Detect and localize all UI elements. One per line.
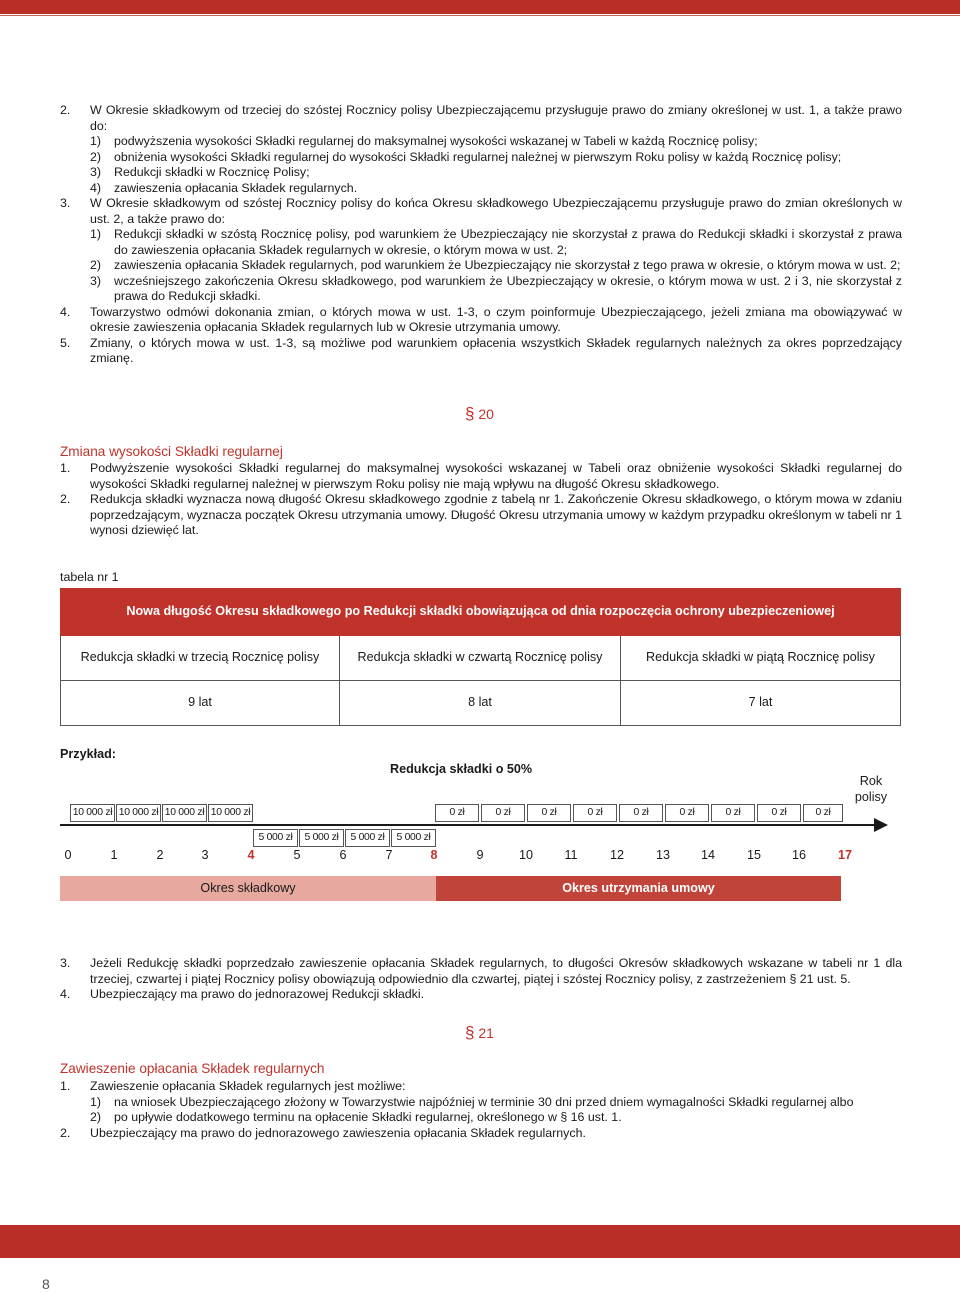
- list-item: [60, 987, 902, 1003]
- premium-box-half: 5 000 zł: [253, 829, 298, 847]
- year-tick-highlight: 8: [430, 848, 438, 862]
- year-tick: 16: [791, 848, 806, 862]
- item-text: Towarzystwo odmówi dokonania zmian, o których mowa w ust. 1-3, o czym poinformuje Ubezpieczającego, jeżeli zmiana ma obowiązywać w okresie zawieszenia opłacania Składek regularnych lub w Okresie utrzymania umowy.: [90, 304, 902, 334]
- item-number: 2.: [60, 1125, 71, 1140]
- sub-text: Redukcji składki w szóstą Rocznicę polisy, pod warunkiem że Ubezpieczający nie skorzystał z prawa do Redukcji składki i skorzystał z prawa do zawieszenia opłacania Składek regularnych w okresie, o którym mowa w ust. 2;: [114, 227, 902, 257]
- item-number: 4.: [60, 304, 71, 319]
- premium-box-full: 10 000 zł: [70, 804, 115, 822]
- sub-text: zawieszenia opłacania Składek regularnych.: [114, 180, 358, 195]
- arrow-right-icon: [874, 818, 888, 832]
- table-1: [60, 588, 901, 726]
- premium-box-zero: 0 zł: [435, 804, 479, 822]
- sub-item: [90, 274, 902, 305]
- sub-item: [90, 1110, 902, 1126]
- sub-text: po upływie dodatkowego terminu na opłacenie Składki regularnej, określonego w § 16 ust. 1.: [114, 1110, 622, 1124]
- item-text: Jeżeli Redukcję składki poprzedzało zawieszenie opłacania Składek regularnych, to długości Okresów składkowych wskazane w tabeli nr 1 dla trzeciej, czwartej i piątej Rocznicy polisy obowiązują odpowiednio dla czwartej, piątej i szóstej Rocznicy polisy, z zastrzeżeniem § 21 ust. 5.: [90, 956, 902, 986]
- list-item: [60, 461, 902, 492]
- premium-box-zero: 0 zł: [757, 804, 801, 822]
- page-number: 8: [42, 1276, 50, 1292]
- paragraph-20-body: [60, 461, 902, 539]
- year-tick: 11: [564, 848, 578, 862]
- item-number: 4.: [60, 987, 71, 1001]
- item-number: 2.: [60, 103, 71, 117]
- sub-text: podwyższenia wysokości Składki regularnej do maksymalnej wysokości wskazanej w Tabeli w każdą Rocznicę polisy;: [114, 134, 758, 148]
- year-tick: 13: [655, 848, 670, 862]
- year-tick: 0: [64, 848, 72, 862]
- paragraph-21-body: [60, 1079, 902, 1141]
- sub-item: [90, 227, 902, 258]
- year-tick: 9: [476, 848, 484, 862]
- item-text: Zawieszenie opłacania Składek regularnych jest możliwe:: [90, 1079, 406, 1093]
- sub-item: [90, 134, 902, 150]
- example-label: Przykład:: [60, 747, 116, 761]
- paragraph-21-heading: [465, 1025, 494, 1042]
- year-tick: 14: [700, 848, 715, 862]
- section-title: Zawieszenie opłacania Składek regularnych: [60, 1061, 325, 1076]
- premium-box-zero: 0 zł: [803, 804, 843, 822]
- item-number: 3.: [60, 196, 71, 210]
- intro-section: [60, 103, 902, 367]
- list-item: [60, 1126, 902, 1142]
- premium-box-half: 5 000 zł: [391, 829, 436, 847]
- list-item: [60, 492, 902, 539]
- year-tick: 5: [293, 848, 301, 862]
- reduction-title: Redukcja składki o 50%: [390, 762, 533, 776]
- intro-item-3: [60, 196, 902, 305]
- premium-period-band: Okres składkowy: [60, 876, 436, 901]
- sub-text: wcześniejszego zakończenia Okresu składkowego, pod warunkiem że Ubezpieczający w okresie, o którym mowa w ust. 2 i 3, nie skorzystał z prawa do Redukcji składki.: [114, 273, 902, 303]
- item-text: W Okresie składkowym od trzeciej do szóstej Rocznicy polisy Ubezpieczającemu przysługuje prawo do zmiany określonej w ust. 1, a także prawo do:: [90, 103, 902, 133]
- premium-box-full: 10 000 zł: [116, 804, 161, 822]
- item-number: 3.: [60, 956, 71, 970]
- item-text: Zmiany, o których mowa w ust. 1-3, są możliwe pod warunkiem opłacenia wszystkich Składek regularnych należnych za okres poprzedzający zmianę.: [90, 335, 902, 365]
- sub-number: 3): [90, 273, 102, 288]
- premium-box-half: 5 000 zł: [345, 829, 390, 847]
- premium-box-zero: 0 zł: [665, 804, 709, 822]
- premium-box-zero: 0 zł: [527, 804, 571, 822]
- table-column-header: Redukcja składki w piątą Rocznicę polisy: [621, 636, 901, 681]
- year-tick: 10: [518, 848, 533, 862]
- year-tick: 1: [110, 848, 118, 862]
- year-tick-highlight: 17: [837, 848, 852, 862]
- paragraph-number: 20: [478, 406, 494, 422]
- sub-number: 1): [90, 134, 102, 148]
- item-text: Podwyższenie wysokości Składki regularnej do maksymalnej wysokości wskazanej w Tabeli oraz obniżenie wysokości Składki regularnej do wysokości Składki regularnej należnej w pierwszym Roku polisy nie mają wpływu na długość Okresu składkowego.: [90, 461, 902, 491]
- list-item: [60, 1079, 902, 1126]
- premium-box-zero: 0 zł: [619, 804, 663, 822]
- sub-text: zawieszenia opłacania Składek regularnych, pod warunkiem że Ubezpieczający nie skorzystał z tego prawa w okresie, o którym mowa w ust. 2;: [114, 258, 901, 272]
- sub-number: 2): [90, 1110, 102, 1124]
- item-number: 2.: [60, 492, 71, 506]
- sub-number: 2): [90, 149, 102, 164]
- item-text: Redukcja składki wyznacza nową długość Okresu składkowego zgodnie z tabelą nr 1. Zakończenie Okresu składkowego, o którym mowa w zdaniu poprzedzającym, wyznacza początek Okresu utrzymania umowy. Długość Okresu utrzymania umowy w każdym przypadku określonym w tabeli nr 1 wynosi dziewięć lat.: [90, 492, 902, 537]
- maintenance-period-band: Okres utrzymania umowy: [436, 876, 841, 901]
- timeline-axis: [60, 824, 877, 826]
- sub-number: 1): [90, 1094, 102, 1109]
- item-number: 1.: [60, 461, 71, 475]
- year-tick: 2: [156, 848, 164, 862]
- premium-box-half: 5 000 zł: [299, 829, 344, 847]
- table-cell: 7 lat: [621, 681, 901, 726]
- premium-box-zero: 0 zł: [711, 804, 755, 822]
- item-text: Ubezpieczający ma prawo do jednorazowego zawieszenia opłacania Składek regularnych.: [90, 1125, 586, 1140]
- item-number: 5.: [60, 335, 71, 350]
- intro-item-5: [60, 336, 902, 367]
- sub-item: [90, 258, 902, 274]
- table-cell: 9 lat: [61, 681, 340, 726]
- sub-number: 1): [90, 227, 102, 241]
- sub-text: Redukcji składki w Rocznicę Polisy;: [114, 165, 310, 179]
- axis-label: [848, 773, 894, 805]
- post-example-items: [60, 956, 902, 1003]
- year-tick: 15: [746, 848, 761, 862]
- section-sign: §: [465, 1023, 475, 1042]
- axis-label-line: polisy: [854, 790, 888, 804]
- premium-box-full: 10 000 zł: [208, 804, 253, 822]
- section-title: Zmiana wysokości Składki regularnej: [60, 444, 283, 459]
- sub-item: [90, 181, 902, 197]
- sub-text: obniżenia wysokości Składki regularnej do wysokości Składki regularnej należnej w pierwszym Roku polisy w każdą Rocznicę polisy;: [114, 149, 842, 164]
- table-column-header: Redukcja składki w trzecią Rocznicę polisy: [61, 636, 340, 681]
- year-tick-highlight: 4: [247, 848, 255, 862]
- sub-item: [90, 1095, 902, 1111]
- premium-box-zero: 0 zł: [481, 804, 525, 822]
- sub-number: 4): [90, 180, 102, 195]
- year-tick: 7: [385, 848, 393, 862]
- sub-item: [90, 165, 902, 181]
- premium-box-zero: 0 zł: [573, 804, 617, 822]
- list-item: [60, 956, 902, 987]
- table-caption: tabela nr 1: [60, 570, 119, 584]
- year-tick: 3: [201, 848, 209, 862]
- table-column-header: Redukcja składki w czwartą Rocznicę polisy: [340, 636, 621, 681]
- item-text: W Okresie składkowym od szóstej Rocznicy polisy do końca Okresu składkowego Ubezpieczającemu przysługuje prawo do zmian określonych w ust. 2, a także prawo do:: [90, 196, 902, 226]
- intro-item-2: [60, 103, 902, 196]
- top-divider: [0, 15, 960, 16]
- paragraph-number: 21: [478, 1025, 494, 1041]
- item-number: 1.: [60, 1079, 71, 1093]
- premium-box-full: 10 000 zł: [162, 804, 207, 822]
- top-red-bar: [0, 0, 960, 14]
- paragraph-20-heading: [465, 406, 494, 423]
- sub-number: 2): [90, 258, 102, 272]
- year-tick: 12: [609, 848, 624, 862]
- table-header: Nowa długość Okresu składkowego po Redukcji składki obowiązująca od dnia rozpoczęcia ochrony ubezpieczeniowej: [61, 589, 901, 636]
- year-tick: 6: [339, 848, 347, 862]
- table-cell: 8 lat: [340, 681, 621, 726]
- bottom-red-bar: [0, 1225, 960, 1258]
- axis-label-line: Rok: [859, 774, 883, 788]
- item-text: Ubezpieczający ma prawo do jednorazowej Redukcji składki.: [90, 987, 425, 1001]
- intro-item-4: [60, 305, 902, 336]
- section-sign: §: [465, 404, 475, 423]
- sub-number: 3): [90, 165, 102, 179]
- sub-text: na wniosek Ubezpieczającego złożony w Towarzystwie najpóźniej w terminie 30 dni przed dniem wymagalności Składki regularnej albo: [114, 1094, 854, 1109]
- sub-item: [90, 150, 902, 166]
